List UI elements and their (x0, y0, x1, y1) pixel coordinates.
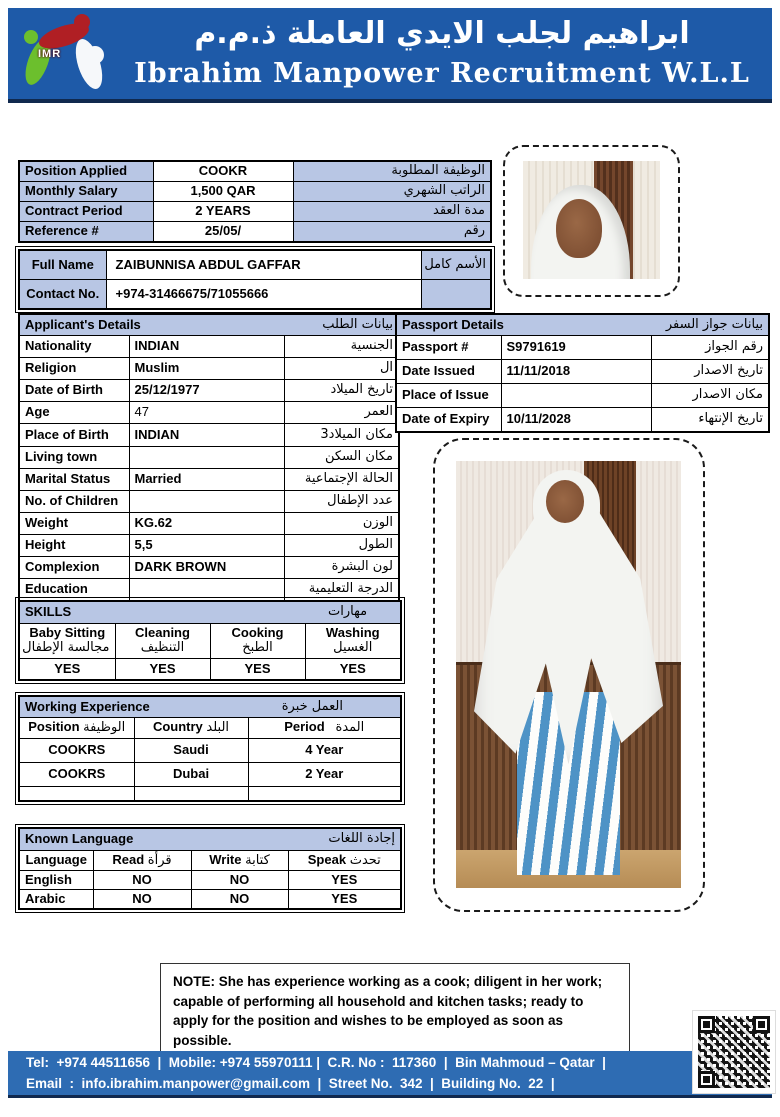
applicant-details-table (18, 313, 400, 602)
row-label: Reference # (19, 222, 153, 243)
row-label: Contact No. (19, 280, 106, 310)
qr-finder-top-left (698, 1016, 715, 1033)
row-label: Complexion (19, 557, 129, 579)
passport-details-table (395, 313, 770, 433)
logo-green-head (24, 30, 38, 44)
skill-value: YES (19, 659, 115, 681)
table-row (19, 402, 399, 424)
row-label: Passport # (396, 336, 501, 360)
row-value (129, 447, 284, 469)
row-label: Religion (19, 358, 129, 380)
logo-text: IMR (38, 48, 62, 60)
row-label: Marital Status (19, 469, 129, 491)
logo-white-figure (71, 36, 108, 92)
section-header-row (19, 828, 401, 851)
full-name-value: ZAIBUNNISA ABDUL GAFFAR (106, 250, 421, 280)
section-title-arabic: العمل خبرة (281, 698, 343, 714)
table-row (19, 890, 401, 910)
row-value (129, 491, 284, 513)
company-title-english: Ibrahim Manpower Recruitment W.L.L (134, 57, 750, 89)
row-value: 2 YEARS (153, 202, 293, 222)
section-title-arabic: إجادة اللغات (328, 831, 396, 847)
row-label-arabic: رقم الجواز (651, 336, 769, 360)
applicant-portrait-photo (523, 161, 660, 279)
note-box: NOTE: She has experience working as a cook; diligent in her work; capable of performing all household and kitchen tasks; ready to apply for the position and wishes to be employed as soon as possible. (160, 963, 630, 1059)
table-row (19, 280, 491, 310)
row-value: 25/12/1977 (129, 380, 284, 402)
footer-band (8, 1051, 772, 1098)
header-band (8, 8, 772, 103)
applicant-full-body-photo (456, 461, 681, 888)
table-row (396, 408, 769, 433)
column-header: Period (284, 719, 325, 735)
table-row (19, 579, 399, 602)
row-label: Date Issued (396, 360, 501, 384)
row-label: Full Name (19, 250, 106, 280)
table-row (19, 469, 399, 491)
row-label: Weight (19, 513, 129, 535)
section-title-arabic: بيانات الطلب (322, 316, 393, 332)
section-title-arabic: مهارات (327, 604, 368, 620)
row-label: No. of Children (19, 491, 129, 513)
position-table (18, 160, 492, 243)
row-label-arabic: تاريخ الاصدار (651, 360, 769, 384)
skill-value: YES (115, 659, 210, 681)
section-title: Working Experience (25, 698, 150, 714)
skills-header-row (19, 624, 401, 659)
experience-position (19, 787, 134, 802)
row-label-arabic: الوظيفة المطلوبة (293, 161, 491, 182)
section-title: Applicant's Details (25, 316, 141, 332)
column-header-arabic: قرأة (147, 852, 172, 868)
section-header-row (19, 314, 399, 336)
column-header-arabic: تحدث (349, 852, 381, 868)
logo-red-head (74, 14, 90, 30)
experience-country (134, 787, 248, 802)
footer-contact-line: Tel: +974 44511656 | Mobile: +974 55970111 | C.R. No : 117360 | Bin Mahmoud – Qatar | (26, 1055, 606, 1070)
row-label-arabic: مكان السكن (284, 447, 399, 469)
skills-table (18, 600, 402, 681)
row-label: Age (19, 402, 129, 424)
experience-table (18, 695, 402, 802)
row-value: 47 (129, 402, 284, 424)
skill-name-arabic: الطبخ (242, 640, 273, 655)
languages-table (18, 827, 402, 910)
full-body-face (546, 480, 584, 523)
language-write: NO (191, 871, 288, 890)
row-value: 1,500 QAR (153, 182, 293, 202)
row-label: Date of Birth (19, 380, 129, 402)
contact-number-value: +974-31466675/71055666 (106, 280, 421, 310)
row-label-arabic: الحالة الإجتماعية (284, 469, 399, 491)
row-label: Place of Issue (396, 384, 501, 408)
row-value: 11/11/2018 (501, 360, 651, 384)
row-value: DARK BROWN (129, 557, 284, 579)
experience-position: COOKRS (19, 763, 134, 787)
skill-name: Cleaning (135, 625, 190, 641)
row-label-arabic: الوزن (284, 513, 399, 535)
row-value: 5,5 (129, 535, 284, 557)
language-speak: YES (288, 890, 401, 910)
row-label-arabic: مكان الاصدار (651, 384, 769, 408)
language-name: Arabic (19, 890, 93, 910)
table-row (19, 250, 491, 280)
languages-header-row (19, 851, 401, 871)
row-value: 10/11/2028 (501, 408, 651, 433)
row-value (129, 579, 284, 602)
company-logo-icon (22, 12, 112, 100)
row-label: Living town (19, 447, 129, 469)
row-label: Place of Birth (19, 424, 129, 447)
table-row (396, 360, 769, 384)
table-row (19, 763, 401, 787)
table-row (19, 336, 399, 358)
column-header: Country (152, 719, 203, 735)
row-label: Height (19, 535, 129, 557)
table-row (396, 336, 769, 360)
row-label-arabic: رقم (293, 222, 491, 243)
skill-name: Baby Sitting (29, 625, 106, 641)
row-label-arabic: مكان الميلاد3 (284, 424, 399, 447)
logo-white-head (86, 46, 104, 64)
row-value: Muslim (129, 358, 284, 380)
skill-name: Cooking (231, 625, 284, 641)
row-value: S9791619 (501, 336, 651, 360)
skill-name-arabic: مجالسة الإطفال (22, 640, 110, 655)
header-titles (118, 8, 766, 99)
row-value: INDIAN (129, 424, 284, 447)
column-header-arabic: كتابة (245, 852, 270, 868)
row-label-arabic (421, 280, 491, 310)
experience-position: COOKRS (19, 739, 134, 763)
table-row (19, 424, 399, 447)
footer-address-line: Email : info.ibrahim.manpower@gmail.com | Street No. 342 | Building No. 22 | (26, 1076, 555, 1091)
row-label: Monthly Salary (19, 182, 153, 202)
row-label-arabic: الراتب الشهري (293, 182, 491, 202)
portrait-photo-frame (503, 145, 680, 297)
row-label-arabic: لون البشرة (284, 557, 399, 579)
table-row (19, 447, 399, 469)
row-label: Nationality (19, 336, 129, 358)
name-contact-table (18, 249, 492, 310)
experience-country: Dubai (134, 763, 248, 787)
skill-value: YES (210, 659, 305, 681)
table-row (19, 202, 491, 222)
row-value: INDIAN (129, 336, 284, 358)
table-row (396, 384, 769, 408)
skill-name-arabic: الغسيل (333, 640, 373, 655)
language-name: English (19, 871, 93, 890)
row-label-arabic: الطول (284, 535, 399, 557)
table-row (19, 513, 399, 535)
company-title-arabic: ابراهيم لجلب الايدي العاملة ذ.م.م (194, 15, 690, 51)
experience-period: 4 Year (248, 739, 401, 763)
table-row (19, 491, 399, 513)
row-label-arabic: العمر (284, 402, 399, 424)
row-label-arabic: تاريخ الميلاد (284, 380, 399, 402)
qr-pattern (698, 1016, 770, 1088)
row-label-arabic: الأسم كامل (421, 250, 491, 280)
row-value: KG.62 (129, 513, 284, 535)
experience-period (248, 787, 401, 802)
qr-finder-top-right (753, 1016, 770, 1033)
table-row (19, 222, 491, 243)
experience-country: Saudi (134, 739, 248, 763)
table-row (19, 535, 399, 557)
column-header: Position (28, 719, 80, 735)
row-label: Education (19, 579, 129, 602)
column-header-arabic: الوظيفة (83, 720, 126, 736)
row-label-arabic: مدة العقد (293, 202, 491, 222)
experience-period: 2 Year (248, 763, 401, 787)
table-row (19, 380, 399, 402)
table-row (19, 161, 491, 182)
full-body-photo-frame (433, 438, 705, 912)
table-row (19, 557, 399, 579)
row-value: Married (129, 469, 284, 491)
skill-value: YES (305, 659, 401, 681)
section-title: Passport Details (402, 316, 504, 332)
row-label-arabic: عدد الإطفال (284, 491, 399, 513)
column-header: Speak (307, 851, 347, 867)
language-read: NO (93, 871, 191, 890)
table-row (19, 787, 401, 802)
experience-header-row (19, 718, 401, 739)
portrait-face (556, 199, 603, 258)
section-title-arabic: بيانات جواز السفر (665, 316, 763, 332)
row-value: 25/05/ (153, 222, 293, 243)
row-label-arabic: الجنسية (284, 336, 399, 358)
table-row (19, 739, 401, 763)
language-speak: YES (288, 871, 401, 890)
row-label-arabic: الدرجة التعليمية (284, 579, 399, 602)
section-header-row (19, 696, 401, 718)
skills-value-row (19, 659, 401, 681)
row-label: Date of Expiry (396, 408, 501, 433)
column-header: Read (112, 851, 145, 867)
column-header: Language (25, 852, 87, 868)
qr-finder-bottom-left (698, 1071, 715, 1088)
section-header-row (396, 314, 769, 336)
column-header: Write (209, 851, 242, 867)
language-write: NO (191, 890, 288, 910)
table-row (19, 871, 401, 890)
table-row (19, 182, 491, 202)
row-label-arabic: تاريخ الإنتهاء (651, 408, 769, 433)
row-value (501, 384, 651, 408)
row-value: COOKR (153, 161, 293, 182)
section-header-row (19, 601, 401, 624)
table-row (19, 358, 399, 380)
row-label: Contract Period (19, 202, 153, 222)
section-title: Known Language (25, 831, 134, 847)
column-header-arabic: المدة (335, 720, 365, 736)
skill-name-arabic: التنظيف (140, 640, 185, 655)
qr-code (693, 1011, 775, 1093)
row-label-arabic: ال (284, 358, 399, 380)
language-read: NO (93, 890, 191, 910)
skill-name: Washing (325, 625, 380, 641)
section-title: SKILLS (25, 604, 72, 620)
row-label: Position Applied (19, 161, 153, 182)
column-header-arabic: البلد (206, 720, 230, 736)
